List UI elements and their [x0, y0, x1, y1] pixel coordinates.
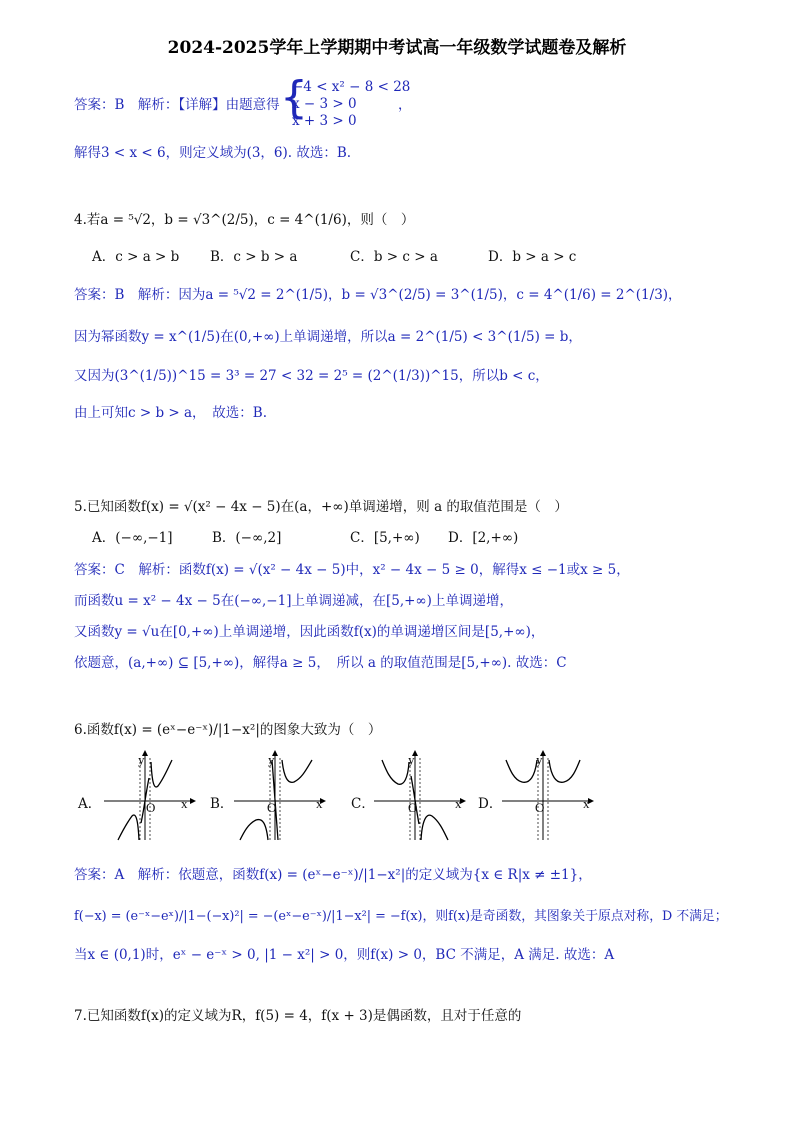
q6-graph-c-origin: O	[408, 800, 418, 815]
q5-option-a: A．(−∞,−1]	[92, 530, 173, 546]
q6-graph-c	[372, 748, 466, 844]
q5-answer-2: 而函数u = x² − 4x − 5在(−∞,−1]上单调递减，在[5,+∞)上单调递增，	[74, 593, 513, 609]
q5-option-b: B．(−∞,2]	[212, 530, 282, 546]
q5-answer-3: 又函数y = √u在[0,+∞)上单调递增，因此函数f(x)的单调递增区间是[5,+∞)，	[74, 624, 545, 640]
q6-graph-a-origin: O	[146, 800, 156, 815]
q4-answer-3: 又因为(3^(1/5))^15 = 3³ = 27 < 32 = 2⁵ = (2^(1/3))^15，所以b < c，	[74, 368, 549, 384]
q4-answer-4: 由上可知c > b > a， 故选：B.	[74, 405, 268, 421]
q6-graph-c-y-label: y	[408, 752, 415, 767]
q6-option-d-label: D．	[478, 796, 503, 812]
q3-comma: ，	[398, 97, 412, 113]
q5-stem: 5.已知函数f(x) = √(x² − 4x − 5)在(a，+∞)单调递增，则 a 的取值范围是（ ）	[74, 499, 568, 515]
q6-graph-a-y-label: y	[138, 752, 145, 767]
q4-answer-2: 因为幂函数y = x^(1/5)在(0,+∞)上单调递增，所以a = 2^(1/5) < 3^(1/5) = b，	[74, 329, 582, 345]
q6-graph-b	[232, 748, 326, 844]
q4-option-b: B．c > b > a	[210, 249, 298, 265]
q6-option-b-label: B．	[210, 796, 234, 812]
q4-stem: 4.若a = ⁵√2，b = √3^(2/5)，c = 4^(1/6)，则（ ）	[74, 212, 415, 228]
q4-option-d: D．b > a > c	[488, 249, 577, 265]
q6-graph-d-x-label: x	[583, 796, 590, 811]
q6-option-a-label: A．	[78, 796, 102, 812]
page-title: 2024-2025学年上学期期中考试高一年级数学试题卷及解析	[167, 38, 627, 58]
q5-answer-1: 答案：C 解析：函数f(x) = √(x² − 4x − 5)中，x² − 4x − 5 ≥ 0，解得x ≤ −1或x ≥ 5，	[74, 562, 630, 578]
q6-option-c-label: C．	[351, 796, 375, 812]
q6-graph-b-y-label: y	[268, 752, 275, 767]
q5-option-d: D．[2,+∞)	[448, 530, 519, 546]
q3-answer-line: 答案：B 解析：【详解】由题意得	[74, 97, 280, 113]
q6-answer-2: f(−x) = (e⁻ˣ−eˣ)/|1−(−x)²| = −(eˣ−e⁻ˣ)/|1−x²| = −f(x)，则f(x)是奇函数，其图象关于原点对称，D 不满足；	[74, 909, 728, 924]
q6-graph-c-x-label: x	[455, 796, 462, 811]
q3-brace: {	[280, 72, 308, 123]
q6-graph-a-x-label: x	[181, 796, 188, 811]
q6-answer-3: 当x ∈ (0,1)时，eˣ − e⁻ˣ > 0, |1 − x²| > 0，则f(x) > 0，BC 不满足，A 满足. 故选：A	[74, 947, 615, 963]
q6-graph-d-origin: O	[535, 800, 545, 815]
q6-graph-d-y-label: y	[536, 752, 543, 767]
q6-stem: 6.函数f(x) = (eˣ−e⁻ˣ)/|1−x²|的图象大致为（ ）	[74, 722, 382, 738]
q6-answer-1: 答案：A 解析：依题意，函数f(x) = (eˣ−e⁻ˣ)/|1−x²|的定义域为{x ∈ R|x ≠ ±1}，	[74, 867, 592, 883]
q3-system	[292, 79, 410, 130]
q7-stem: 7.已知函数f(x)的定义域为R，f(5) = 4，f(x + 3)是偶函数，且对于任意的	[74, 1008, 522, 1024]
q6-graph-b-origin: O	[267, 800, 277, 815]
q6-graph-d	[500, 748, 594, 844]
q4-option-a: A．c > a > b	[92, 249, 180, 265]
q3-solution-line: 解得3 < x < 6，则定义域为(3，6). 故选：B.	[74, 145, 352, 161]
q3-system-row: x − 3 > 0	[292, 96, 357, 112]
q6-graph-b-x-label: x	[316, 796, 323, 811]
q4-answer-1: 答案：B 解析：因为a = ⁵√2 = 2^(1/5)，b = √3^(2/5) = 3^(1/5)，c = 4^(1/6) = 2^(1/3)，	[74, 287, 682, 303]
q5-option-c: C．[5,+∞)	[350, 530, 420, 546]
q3-system-row: −4 < x² − 8 < 28	[292, 79, 411, 95]
q4-option-c: C．b > c > a	[350, 249, 438, 265]
q3-system-row: x + 3 > 0	[292, 113, 357, 129]
q5-answer-4: 依题意，(a,+∞) ⊆ [5,+∞)，解得a ≥ 5， 所以 a 的取值范围是[5,+∞). 故选：C	[74, 655, 567, 671]
